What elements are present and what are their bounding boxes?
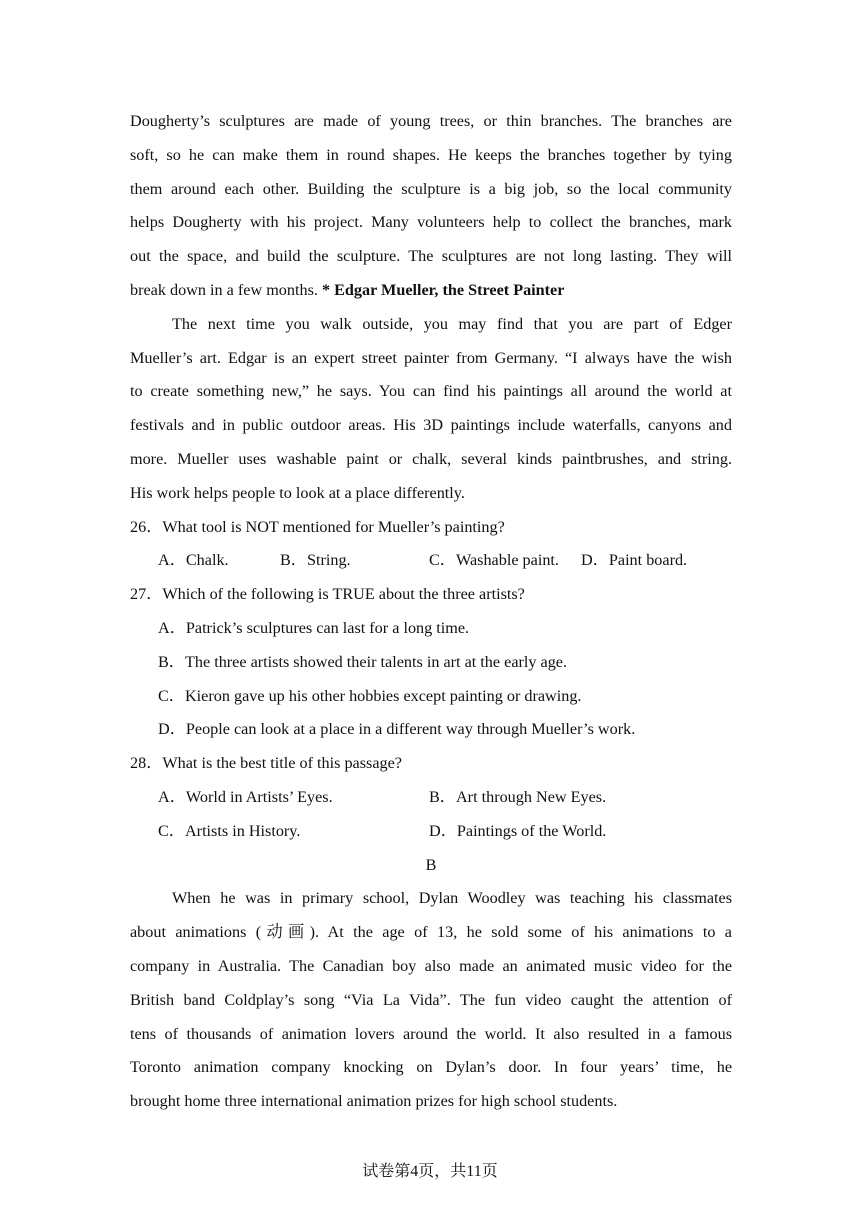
paragraph-line — [130, 274, 732, 308]
section-heading: * Edgar Mueller, the Street Painter — [321, 280, 565, 299]
paragraph-line: them around each other. Building the sculpture is a big job, so the local community — [130, 179, 732, 198]
option-row — [130, 781, 732, 815]
paragraph-line: soft, so he can make them in round shapes. He keeps the branches together by tying — [130, 145, 732, 164]
paragraph-text: break down in a few months. — [130, 280, 322, 299]
paragraph-line: Dougherty’s sculptures are made of young trees, or thin branches. The branches are — [130, 112, 732, 130]
paragraph-line: Toronto animation company knocking on Dylan’s door. In four years’ time, he — [130, 1058, 732, 1077]
paragraph-line: tens of thousands of animation lovers around the world. It also resulted in a famous — [130, 1024, 732, 1043]
question-26 — [130, 511, 732, 579]
paragraph-line: The next time you walk outside, you may find that you are part of Edger — [172, 314, 732, 333]
option-c[interactable]: C．Artists in History. — [158, 821, 301, 840]
paragraph-line: festivals and in public outdoor areas. His 3D paintings include waterfalls, canyons and — [130, 416, 732, 435]
passage-b — [130, 849, 732, 1119]
paragraph-line: brought home three international animation prizes for high school students. — [130, 1092, 618, 1111]
option-row — [130, 815, 732, 849]
paragraph-line: to create something new,” he says. You can find his paintings all around the world at — [130, 382, 732, 401]
option-b[interactable]: B．Art through New Eyes. — [429, 787, 607, 806]
exam-page — [130, 105, 732, 1119]
option-c[interactable]: C．Kieron gave up his other hobbies except painting or drawing. — [158, 686, 582, 705]
paragraph-line: company in Australia. The Canadian boy also made an animated music video for the — [130, 956, 732, 975]
paragraph-line: British band Coldplay’s song “Via La Vida”. The fun video caught the attention of — [130, 990, 732, 1009]
option-d[interactable]: D．Paint board. — [581, 551, 688, 570]
paragraph-line: His work helps people to look at a place differently. — [130, 483, 465, 502]
passage-a — [130, 105, 732, 511]
question-28 — [130, 747, 732, 848]
paragraph-line: out the space, and build the sculpture. The sculptures are not long lasting. They will — [130, 247, 732, 266]
passage-label: B — [425, 855, 437, 874]
option-a[interactable]: A．World in Artists’ Eyes. — [158, 787, 333, 806]
option-b[interactable]: B．The three artists showed their talents in art at the early age. — [158, 652, 568, 671]
question-stem: 27．Which of the following is TRUE about the three artists? — [130, 585, 525, 604]
page-footer: 试卷第4页，共11页 — [362, 1163, 498, 1180]
option-a[interactable]: A．Patrick’s sculptures can last for a long time. — [158, 618, 470, 637]
option-a[interactable]: A．Chalk. — [158, 551, 229, 570]
option-row — [130, 544, 732, 578]
paragraph-line: Mueller’s art. Edgar is an expert street painter from Germany. “I always have the wish — [130, 348, 732, 367]
paragraph-line: more. Mueller uses washable paint or chalk, several kinds paintbrushes, and string. — [130, 449, 732, 468]
question-stem: 28．What is the best title of this passage? — [130, 754, 402, 773]
option-c[interactable]: C．Washable paint. — [429, 551, 559, 570]
question-27 — [130, 578, 732, 747]
paragraph-line: When he was in primary school, Dylan Woodley was teaching his classmates — [172, 889, 732, 908]
option-d[interactable]: D．People can look at a place in a different way through Mueller’s work. — [158, 720, 636, 739]
question-stem: 26．What tool is NOT mentioned for Mueller’s painting? — [130, 517, 505, 536]
option-b[interactable]: B．String. — [280, 551, 351, 570]
paragraph-line: about animations (动画). At the age of 13, he sold some of his animations to a — [130, 923, 732, 942]
paragraph-line: helps Dougherty with his project. Many volunteers help to collect the branches, mark — [130, 213, 732, 232]
option-d[interactable]: D．Paintings of the World. — [429, 821, 607, 840]
